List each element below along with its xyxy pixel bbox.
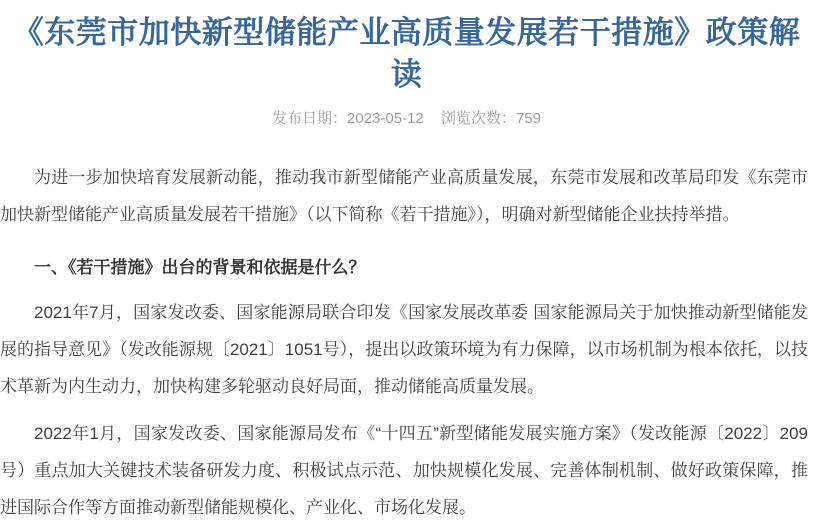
page-title: 《东莞市加快新型储能产业高质量发展若干措施》政策解读 [12,15,801,92]
article-meta [0,108,813,129]
section-heading-background: 一、《若干措施》出台的背景和依据是什么？ [34,258,366,277]
publish-date: 发布日期：2023-05-12 [272,110,424,127]
intro-paragraph: 为进一步加快培育发展新动能，推动我市新型储能产业高质量发展，东莞市发展和改革局印发《东莞市加快新型储能产业高质量发展若干措施》（以下简称《若干措施》），明确对新型储能企业扶持举措。 [0,168,808,224]
paragraph-2021-guidance: 2021年7月，国家发改委、国家能源局联合印发《国家发展改革委 国家能源局关于加快推动新型储能发展的指导意见》（发改能源规〔2021〕1051号），提出以政策环境为有力保障，以市场机制为根本依托，以技术革新为内生动力，加快构建多轮驱动良好局面，推动储能高质量发展。 [0,303,808,396]
article-body [0,159,813,524]
view-count: 浏览次数：759 [440,110,541,127]
paragraph-2022-plan: 2022年1月，国家发改委、国家能源局发布《“十四五”新型储能发展实施方案》（发改能源〔2022〕209号）重点加大关键技术装备研发力度、积极试点示范、加快规模化发展、完善体制机制、做好政策保障，推进国际合作等方面推动新型储能规模化、产业化、市场化发展。 [0,424,808,517]
